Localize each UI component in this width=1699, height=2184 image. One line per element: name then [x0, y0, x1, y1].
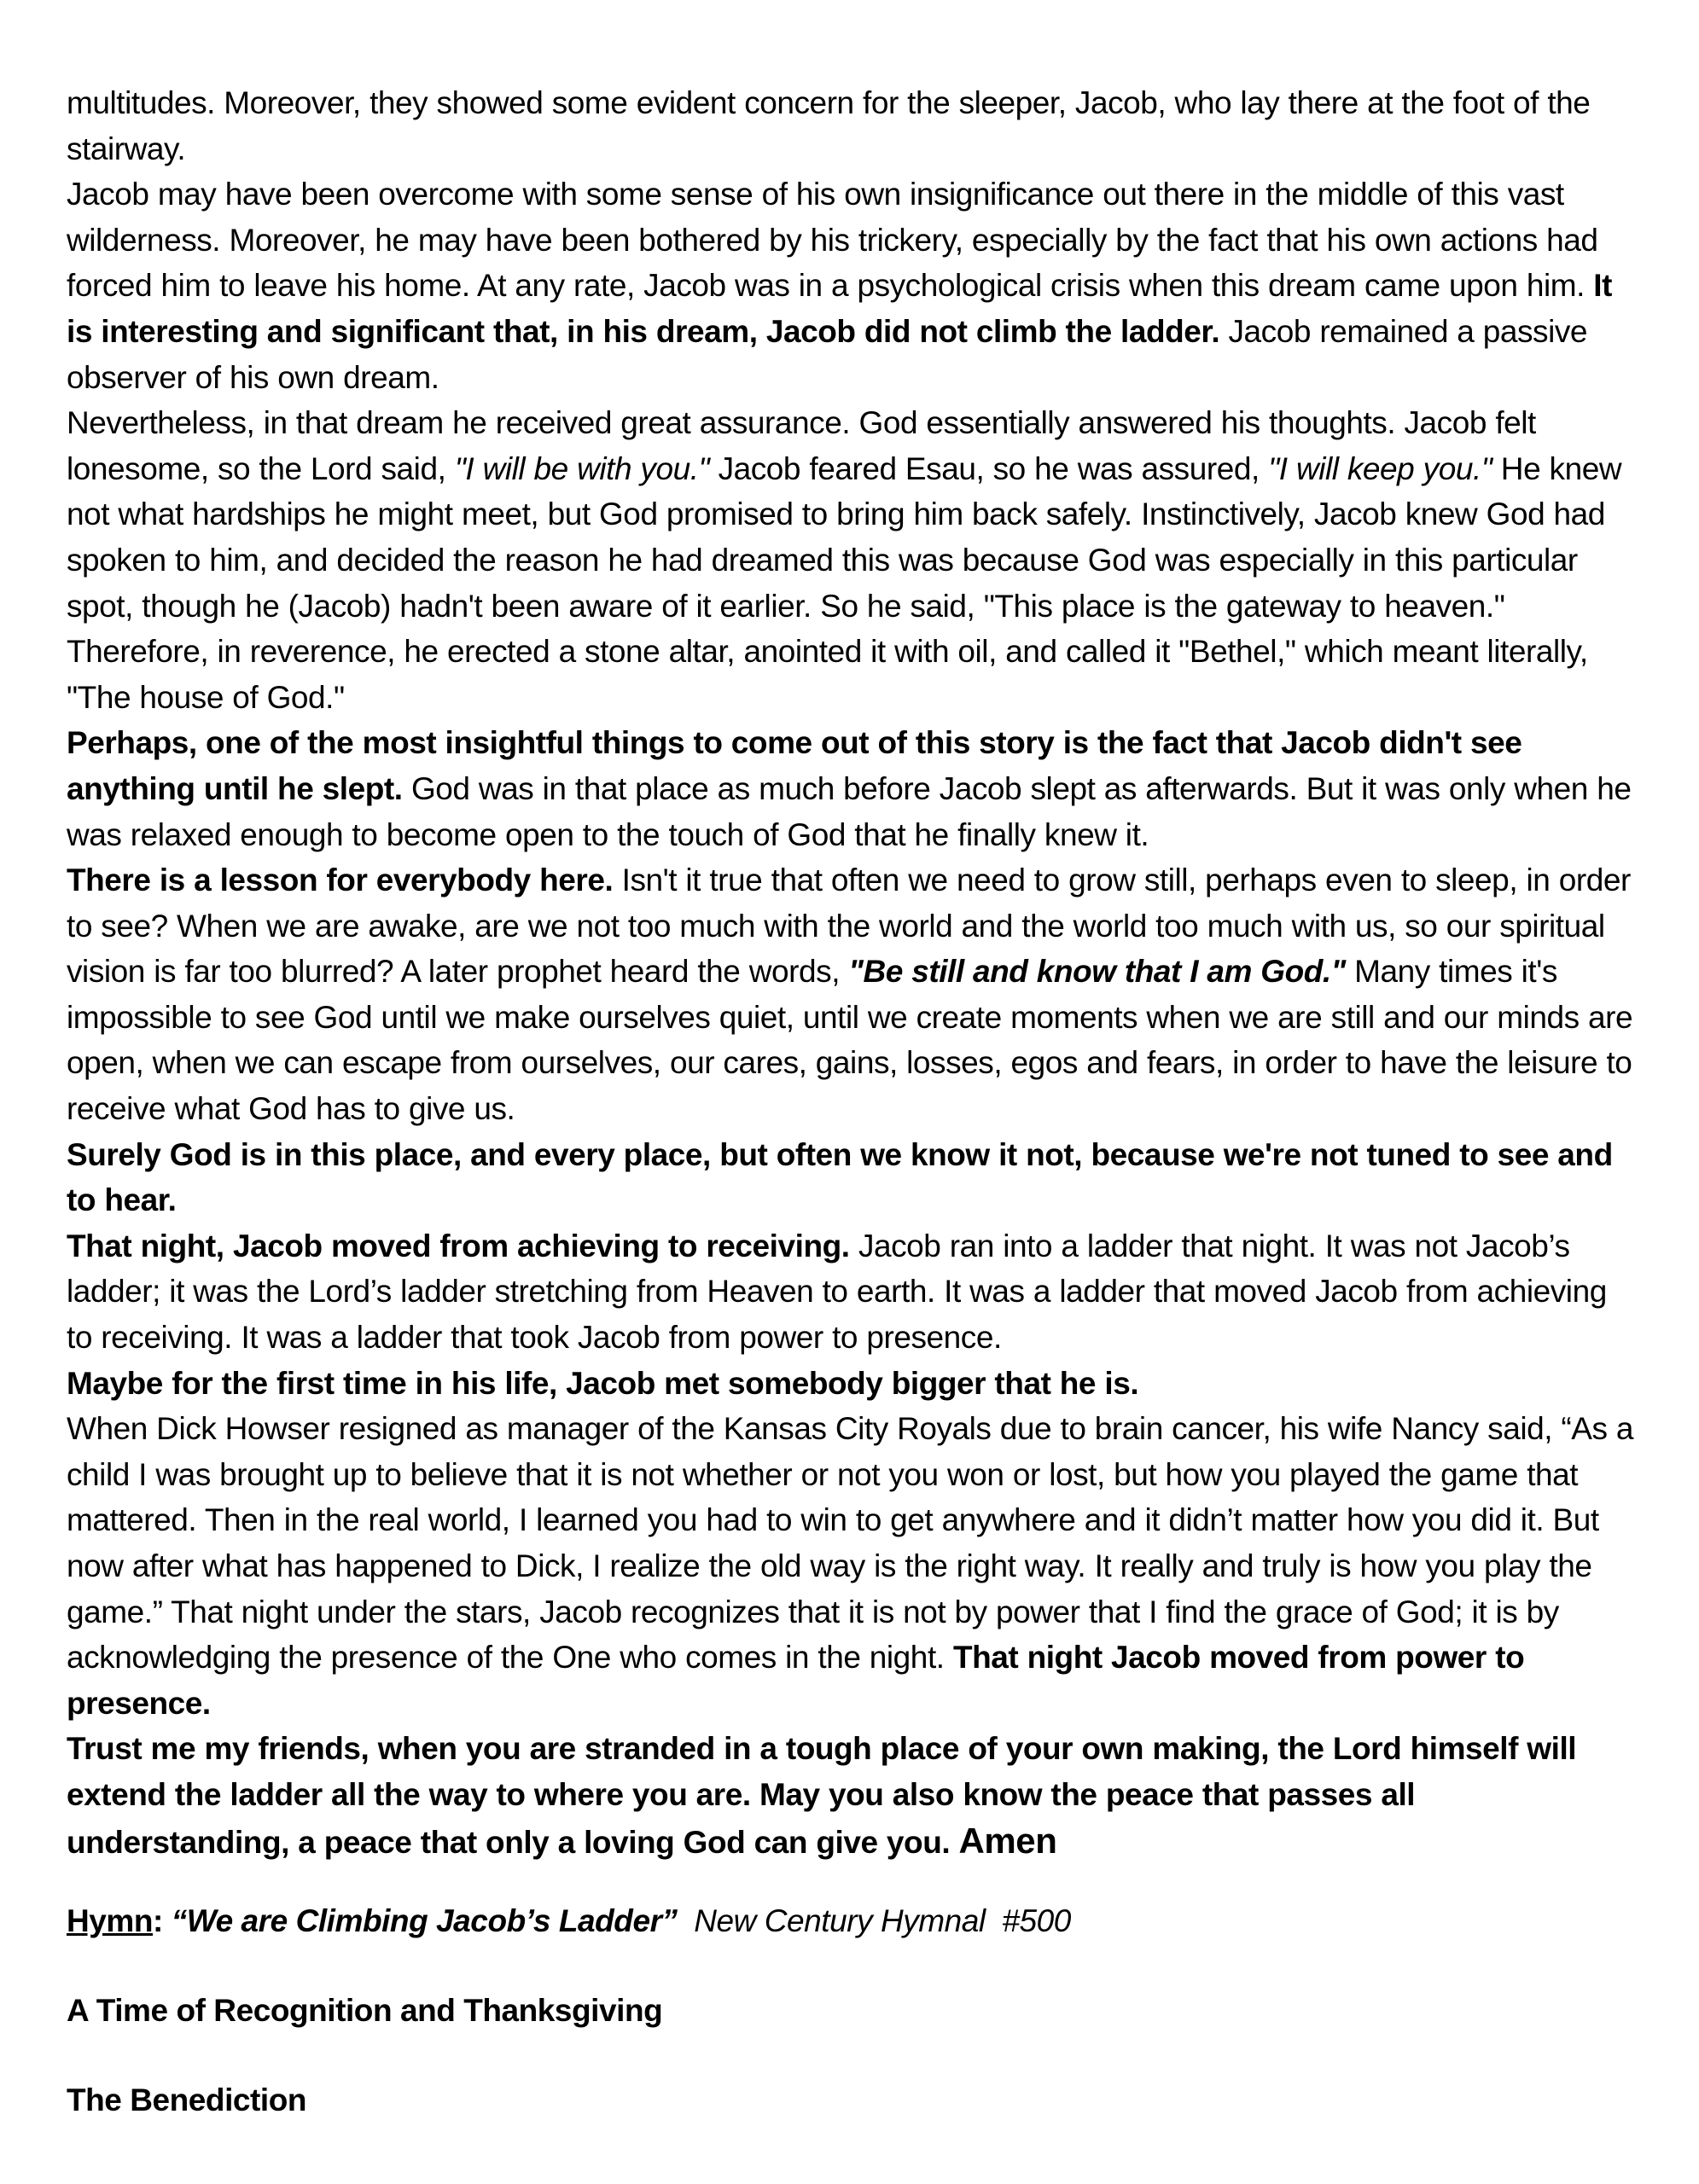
- sermon-body: [67, 80, 1637, 1865]
- paragraph-5: [67, 857, 1637, 1132]
- paragraph-text: Jacob feared Esau, so he was assured,: [709, 450, 1269, 486]
- bold-statement: Trust me my friends, when you are stranded in a tough place of your own making, the Lord himself will extend the ladder all the way to where you are. May you also know the peace that passes all understanding, a peace that only a loving God can give you.: [67, 1731, 1577, 1860]
- hymn-line: [67, 1898, 1071, 1943]
- bold-statement: Surely God is in this place, and every place, but often we know it not, because we're not tuned to see and to hear.: [67, 1136, 1613, 1218]
- hymn-source: New Century Hymnal #500: [694, 1903, 1071, 1938]
- paragraph-text: He knew not what hardships he might meet, but God promised to bring him back safely. Instinctively, Jacob knew God had spoken to him, and decided the reason he had dreamed this was because God was especially in this particular spot, though he (Jacob) hadn't been aware of it earlier. So he said, "This place is the gateway to heaven." Therefore, in reverence, he erected a stone altar, anointed it with oil, and called it "Bethel," which meant literally, "The house of God.": [67, 450, 1622, 715]
- hymn-label: Hymn: [67, 1903, 153, 1938]
- bold-italic-quote: "Be still and know that I am God.": [848, 954, 1346, 990]
- recognition-heading: A Time of Recognition and Thanksgiving: [67, 1993, 663, 2028]
- bold-statement: Perhaps, one of the most insightful things to come out of this story is the fact that Jacob didn't see anything until he slept.: [67, 725, 1522, 806]
- paragraph-text: Isn't it true that often we need to grow still, perhaps even to sleep, in order to see? When we are awake, are we not too much with the world and the world too much with us, so our spiritual vision is far too blurred? A later prophet heard the words,: [67, 863, 1631, 990]
- benediction-heading: The Benediction: [67, 2082, 307, 2117]
- paragraph-text: Jacob may have been overcome with some sense of his own insignificance out there in the middle of this vast wilderness. Moreover, he may have been bothered by his trickery, especially by the fact that his own actions had forced him to leave his home. At any rate, Jacob was in a psychological crisis when this dream came upon him.: [67, 177, 1598, 304]
- paragraph-text: Nevertheless, in that dream he received great assurance. God essentially answered his thoughts. Jacob felt lonesome, so the Lord said,: [67, 405, 1536, 486]
- paragraph-9: [67, 1406, 1637, 1726]
- paragraph-text: When Dick Howser resigned as manager of the Kansas City Royals due to brain cancer, his wife Nancy said, “As a child I was brought up to believe that it is not whether or not you won or lost, but how you played the game that mattered. Then in the real world, I learned you had to win to get anywhere and it didn’t matter how you did it. But now after what has happened to Dick, I realize the old way is the right way. It really and truly is how you play the game.” That night under the stars, Jacob recognizes that it is not by power that I find the grace of God; it is by acknowledging the presence of the One who comes in the night.: [67, 1411, 1634, 1676]
- paragraph-text: Jacob remained a passive observer of his own dream.: [67, 313, 1588, 395]
- paragraph-8: [67, 1361, 1637, 1407]
- amen-word: Amen: [958, 1820, 1057, 1861]
- paragraph-text: Jacob ran into a ladder that night. It was not Jacob’s ladder; it was the Lord’s ladder stretching from Heaven to earth. It was a ladder that moved Jacob from achieving to receiving. It was a ladder that took Jacob from power to presence.: [67, 1228, 1607, 1356]
- paragraph-4: [67, 720, 1637, 857]
- bold-statement: Maybe for the first time in his life, Jacob met somebody bigger that he is.: [67, 1365, 1139, 1401]
- paragraph-3: [67, 400, 1637, 720]
- italic-quote: "I will keep you.": [1268, 450, 1492, 486]
- paragraph-text: Many times it's impossible to see God until we make ourselves quiet, until we create moments when we are still and our minds are open, when we can escape from ourselves, our cares, gains, losses, egos and fears, in order to have the leisure to receive what God has to give us.: [67, 954, 1633, 1127]
- paragraph-1: [67, 80, 1637, 171]
- paragraph-7: [67, 1223, 1637, 1361]
- paragraph-text: God was in that place as much before Jacob slept as afterwards. But it was only when he was relaxed enough to become open to the touch of God that he finally knew it.: [67, 770, 1632, 852]
- italic-quote: "I will be with you.": [454, 450, 710, 486]
- paragraph-6: [67, 1132, 1637, 1223]
- bold-statement: It is interesting and significant that, in his dream, Jacob did not climb the ladder.: [67, 268, 1612, 349]
- paragraph-2: [67, 171, 1637, 400]
- bold-statement: That night Jacob moved from power to presence.: [67, 1640, 1525, 1721]
- hymn-colon: :: [153, 1903, 163, 1938]
- hymn-title: “We are Climbing Jacob’s Ladder”: [171, 1903, 678, 1938]
- bold-statement: There is a lesson for everybody here.: [67, 863, 614, 898]
- bold-statement: That night, Jacob moved from achieving to receiving.: [67, 1228, 850, 1263]
- paragraph-10: [67, 1726, 1637, 1865]
- paragraph-text: multitudes. Moreover, they showed some evident concern for the sleeper, Jacob, who lay there at the foot of the stairway.: [67, 85, 1591, 166]
